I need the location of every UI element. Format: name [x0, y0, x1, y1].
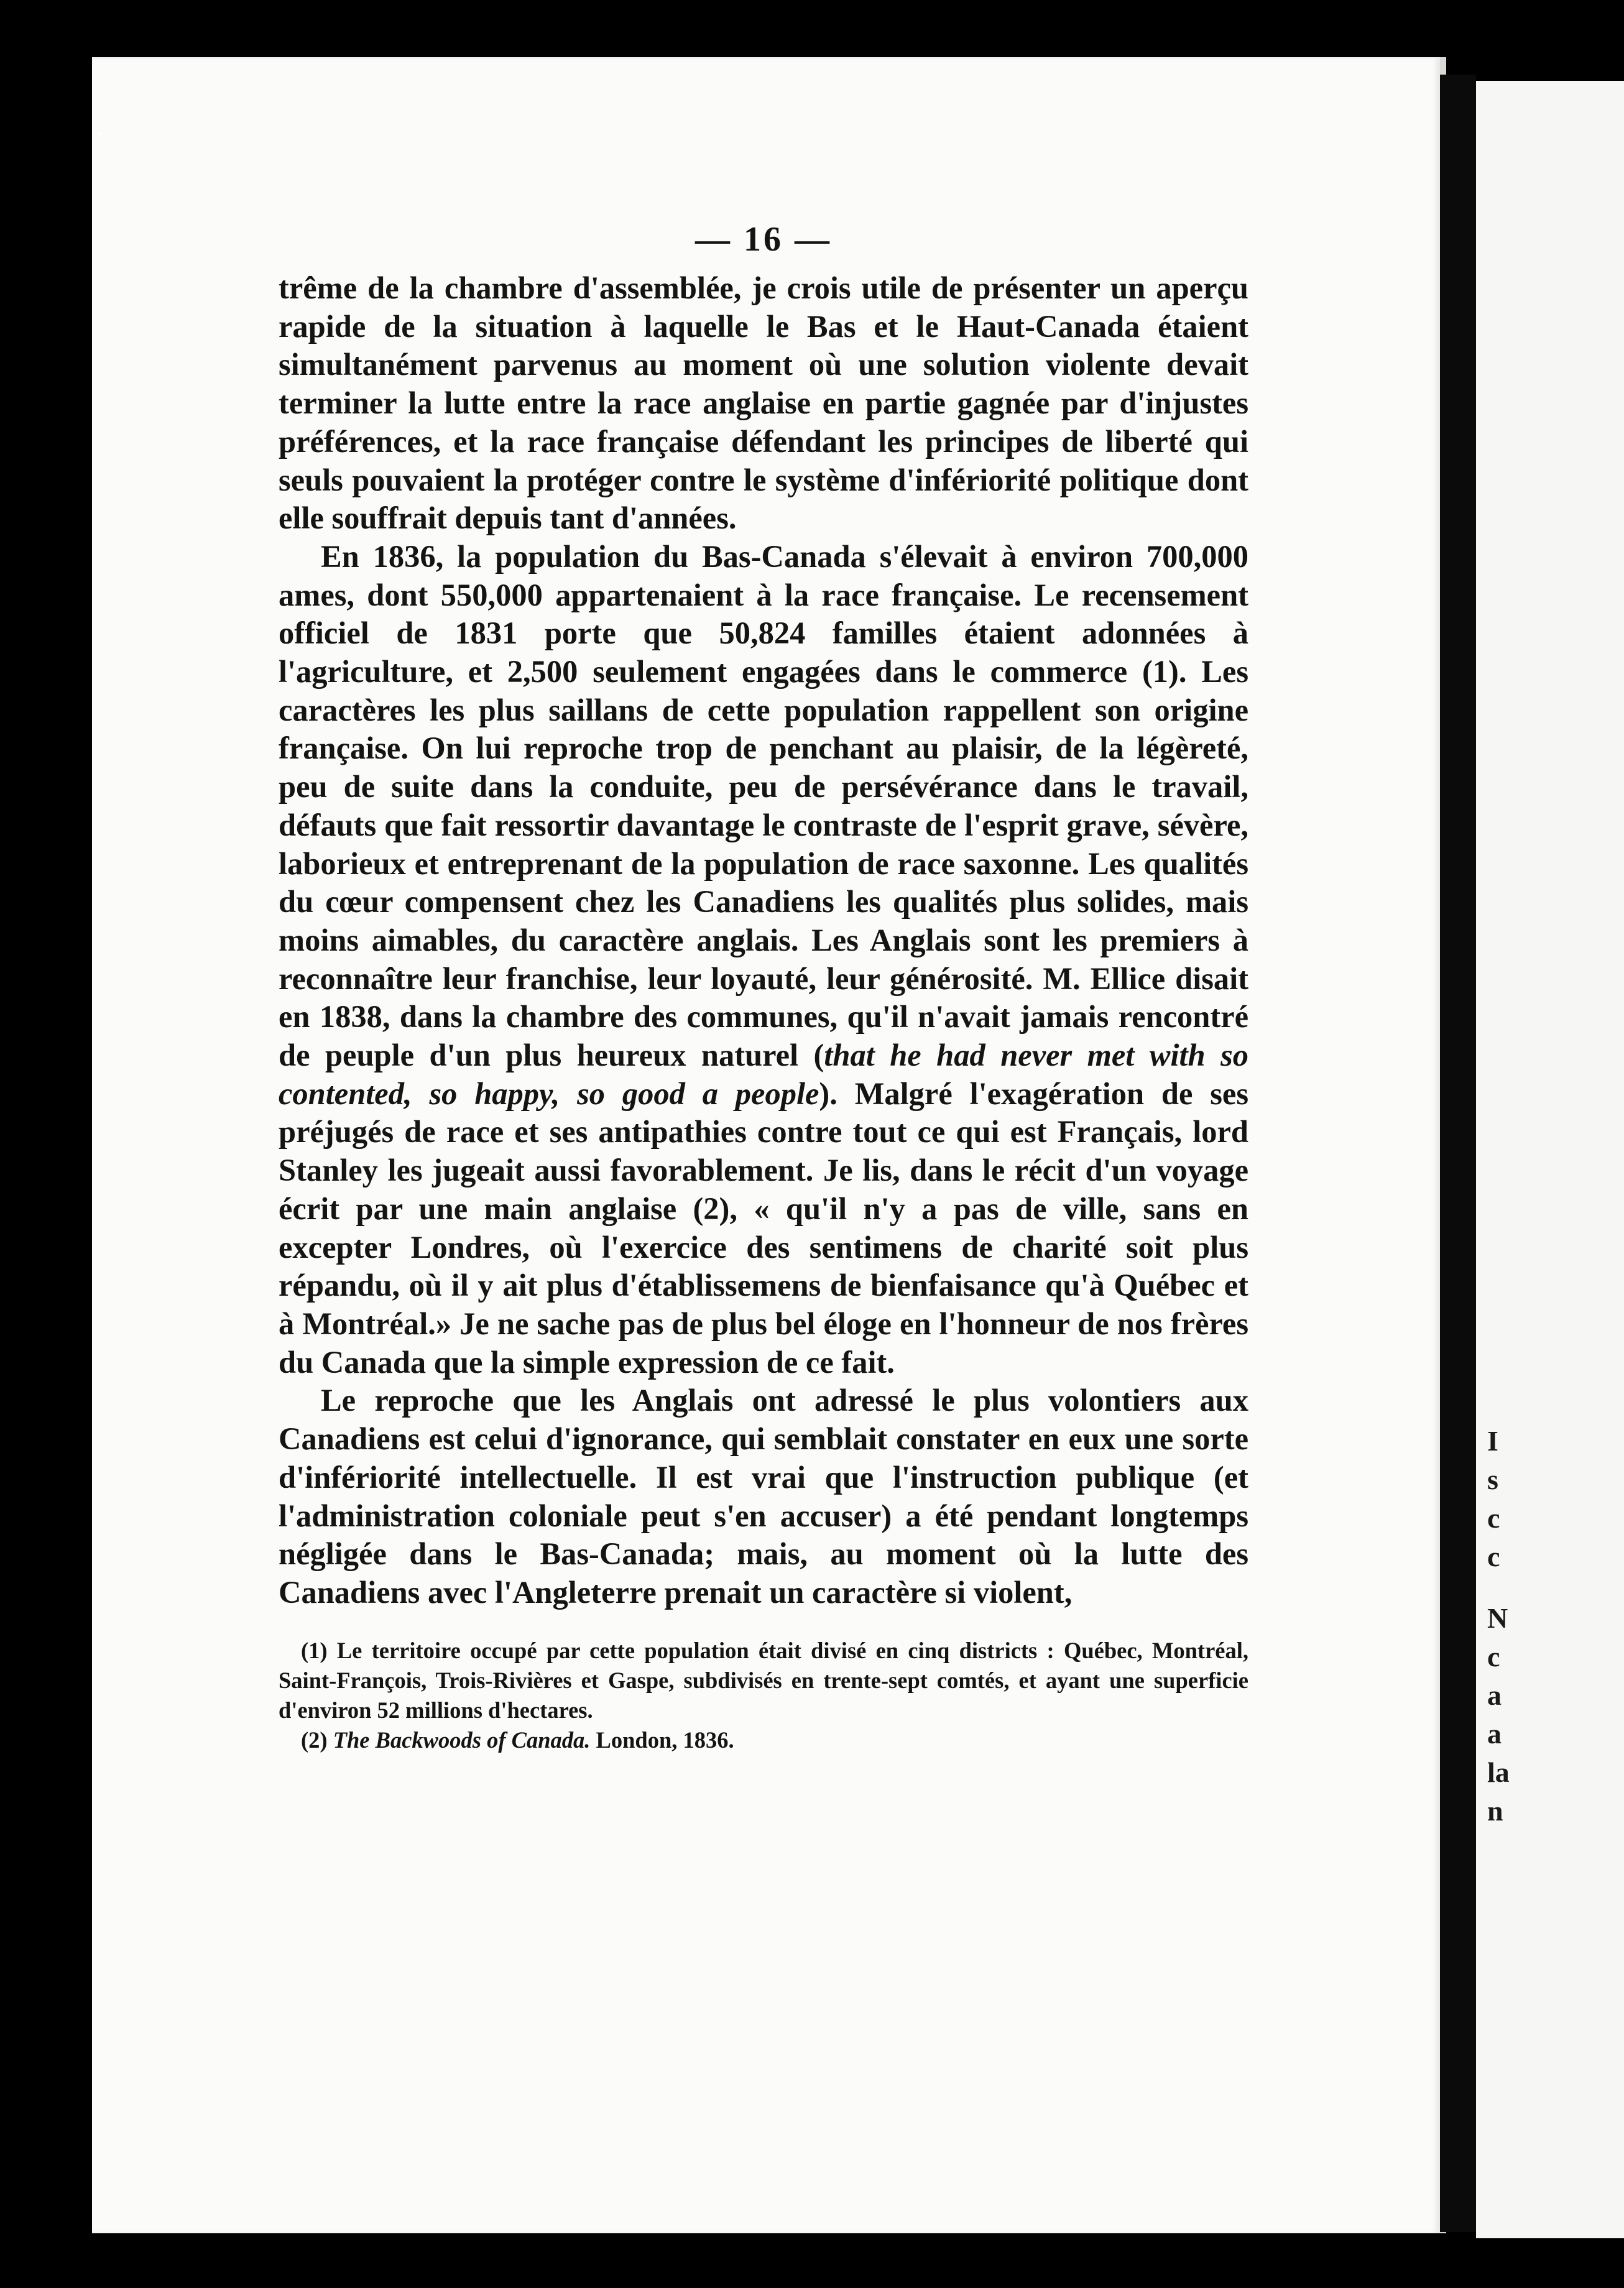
- page-text-block: [279, 214, 1248, 1755]
- page-number: — 16 —: [695, 220, 832, 259]
- adjacent-page-fragment: c: [1487, 1641, 1500, 1672]
- book-spine-shadow: [1440, 75, 1476, 2232]
- adjacent-page-fragment: N: [1487, 1602, 1508, 1634]
- paragraph-text: trême de la chambre d'assemblée, je crois utile de présenter un aperçu rapide de la situation à laquelle le Bas et le Haut-Canada étaient simultanément parvenus au moment où une solution violente devait terminer la lutte entre la race anglaise en partie gagnée par d'injustes préférences, et la race française défendant les principes de liberté qui seuls pouvaient la protéger contre le système d'infériorité politique dont elle souffrait depuis tant d'années.: [279, 270, 1248, 536]
- paragraph-text: ). Malgré l'exagération de ses préjugés de race et ses antipathies contre tout ce qui est Français, lord Stanley les jugeait aussi favorablement. Je lis, dans le récit d'un voyage écrit par une main anglaise (2), « qu'il n'y a pas de ville, sans en excepter Londres, où l'exercice des sentimens de charité soit plus répandu, où il y ait plus d'établissemens de bienfaisance qu'à Québec et à Montréal.» Je ne sache pas de plus bel éloge en l'honneur de nos frères du Canada que la simple expression de ce fait.: [279, 1076, 1249, 1380]
- adjacent-page-fragment: la: [1487, 1756, 1510, 1788]
- footnotes: [279, 1636, 1248, 1755]
- adjacent-page-fragment: s: [1487, 1464, 1498, 1495]
- footnote-text: (1) Le territoire occupé par cette population était divisé en cinq districts : Québec, Montréal, Saint-François, Trois-Rivières et Gaspe, subdivisés en trente-sept comtés, et ayant une superficie d'environ 52 millions d'hectares.: [279, 1637, 1248, 1723]
- english-quotation: that he had never met with so contented, so happy, so good a people: [279, 1038, 1248, 1111]
- footnote-1: [279, 1636, 1248, 1725]
- footnote-text: (2): [301, 1727, 333, 1753]
- paragraph-text: En 1836, la population du Bas-Canada s'élevait à environ 700,000 ames, dont 550,000 appartenaient à la race française. Le recensement officiel de 1831 porte que 50,824 familles étaient adonnées à l'agriculture, et 2,500 seulement engagées dans le commerce (1). Les caractères les plus saillans de cette population rappellent son origine française. On lui reproche trop de penchant au plaisir, de la légèreté, peu de suite dans la conduite, peu de persévérance dans le travail, défauts que fait ressortir davantage le contraste de l'esprit grave, sévère, laborieux et entreprenant de la population de race saxonne. Les qualités du cœur compensent chez les Canadiens les qualités plus solides, mais moins aimables, du caractère anglais. Les Anglais sont les premiers à reconnaître leur franchise, leur loyauté, leur générosité. M. Ellice disait en 1838, dans la chambre des communes, qu'il n'avait jamais rencontré de peuple d'un plus heureux naturel (: [279, 538, 1248, 1073]
- paragraph-2: [279, 538, 1248, 1382]
- paragraph-text: Le reproche que les Anglais ont adressé le plus volontiers aux Canadiens est celui d'ignorance, qui semblait constater en eux une sorte d'infériorité intellectuelle. Il est vrai que l'instruction publique (et l'administration coloniale peut s'en accuser) a été pendant longtemps négligée dans le Bas-Canada; mais, au moment où la lutte des Canadiens avec l'Angleterre prenait un caractère si violent,: [279, 1383, 1248, 1610]
- footnote-text: London, 1836.: [590, 1727, 734, 1753]
- adjacent-page-fragment: a: [1487, 1679, 1502, 1711]
- book-title: The Backwoods of Canada.: [333, 1727, 591, 1753]
- dust-speck: [98, 132, 102, 136]
- body-text: [279, 269, 1248, 1612]
- adjacent-page-fragment: a: [1487, 1718, 1502, 1750]
- adjacent-page-fragment: c: [1487, 1541, 1500, 1572]
- paragraph-3: [279, 1382, 1248, 1612]
- footnote-2: [279, 1725, 1248, 1755]
- adjacent-page-edge: [1476, 81, 1624, 2238]
- paragraph-1: [279, 269, 1248, 538]
- adjacent-page-fragment: I: [1487, 1425, 1498, 1457]
- adjacent-page-fragment: c: [1487, 1502, 1500, 1534]
- adjacent-page-fragment: n: [1487, 1795, 1503, 1827]
